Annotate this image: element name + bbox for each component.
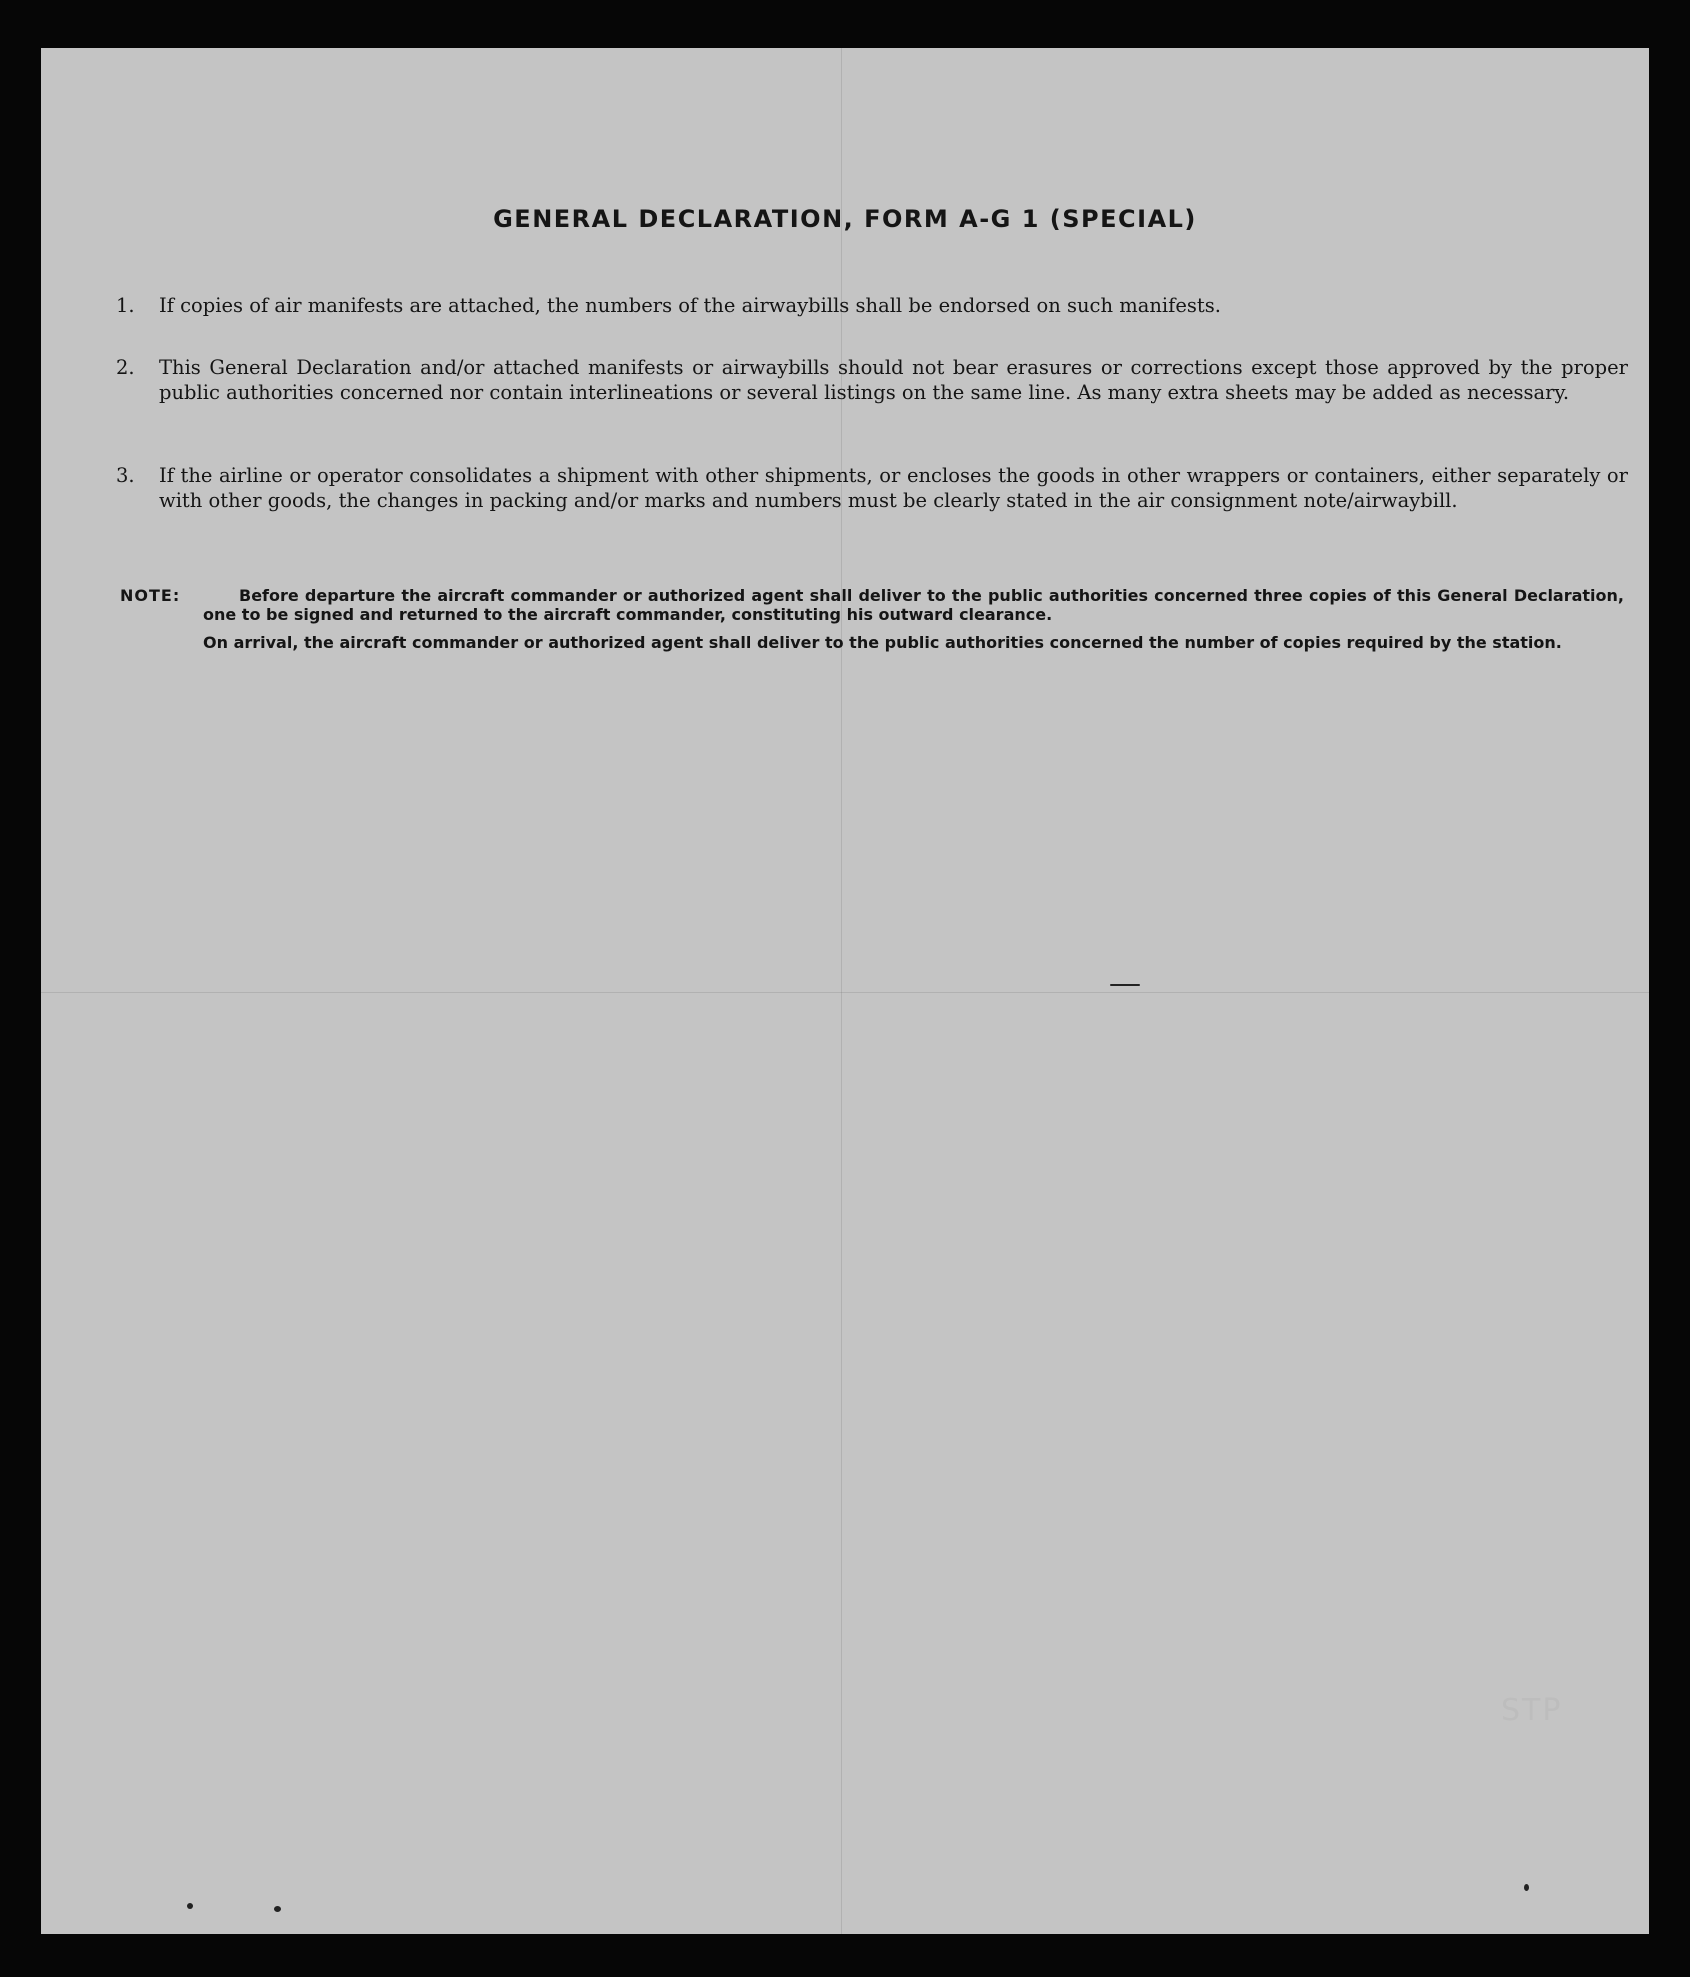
paper-speck (187, 1903, 193, 1909)
instruction-item (116, 355, 1628, 405)
note-label: NOTE: (120, 586, 181, 605)
fold-line-vertical (841, 48, 842, 1934)
instruction-text: If the airline or operator consolidates a shipment with other shipments, or encloses the goods in other wrappers or containers, either separately or with other goods, the changes in packing and/or marks and numbers must be clearly stated in the air consignment note/airwaybill. (159, 464, 1628, 512)
faint-stamp: STP (1501, 1693, 1563, 1728)
instruction-number: 2. (116, 356, 135, 379)
fold-line-horizontal (41, 992, 1649, 993)
instruction-item (116, 463, 1628, 513)
instruction-item (116, 293, 1628, 318)
note-arrival-text: On arrival, the aircraft commander or authorized agent shall deliver to the public authorities concerned the number of copies required by the station. (203, 633, 1562, 652)
instruction-number: 3. (116, 464, 135, 487)
document-title: GENERAL DECLARATION, FORM A-G 1 (SPECIAL) (493, 205, 1197, 233)
note-departure-text: Before departure the aircraft commander or authorized agent shall deliver to the public authorities concerned three copies of this General Declaration, one to be signed and returned to the aircraft commander, constituting his outward clearance. (203, 586, 1624, 624)
document-page (41, 48, 1649, 1934)
instruction-text: If copies of air manifests are attached, the numbers of the airwaybills shall be endorsed on such manifests. (159, 294, 1221, 317)
instruction-number: 1. (116, 294, 135, 317)
paper-speck (1524, 1884, 1529, 1891)
instruction-text: This General Declaration and/or attached manifests or airwaybills should not bear erasures or corrections except those approved by the proper public authorities concerned nor contain interlineations or several listings on the same line. As many extra sheets may be added as necessary. (159, 356, 1628, 404)
paper-speck (1110, 984, 1140, 986)
note-section (120, 586, 1624, 652)
paper-speck (274, 1906, 281, 1912)
